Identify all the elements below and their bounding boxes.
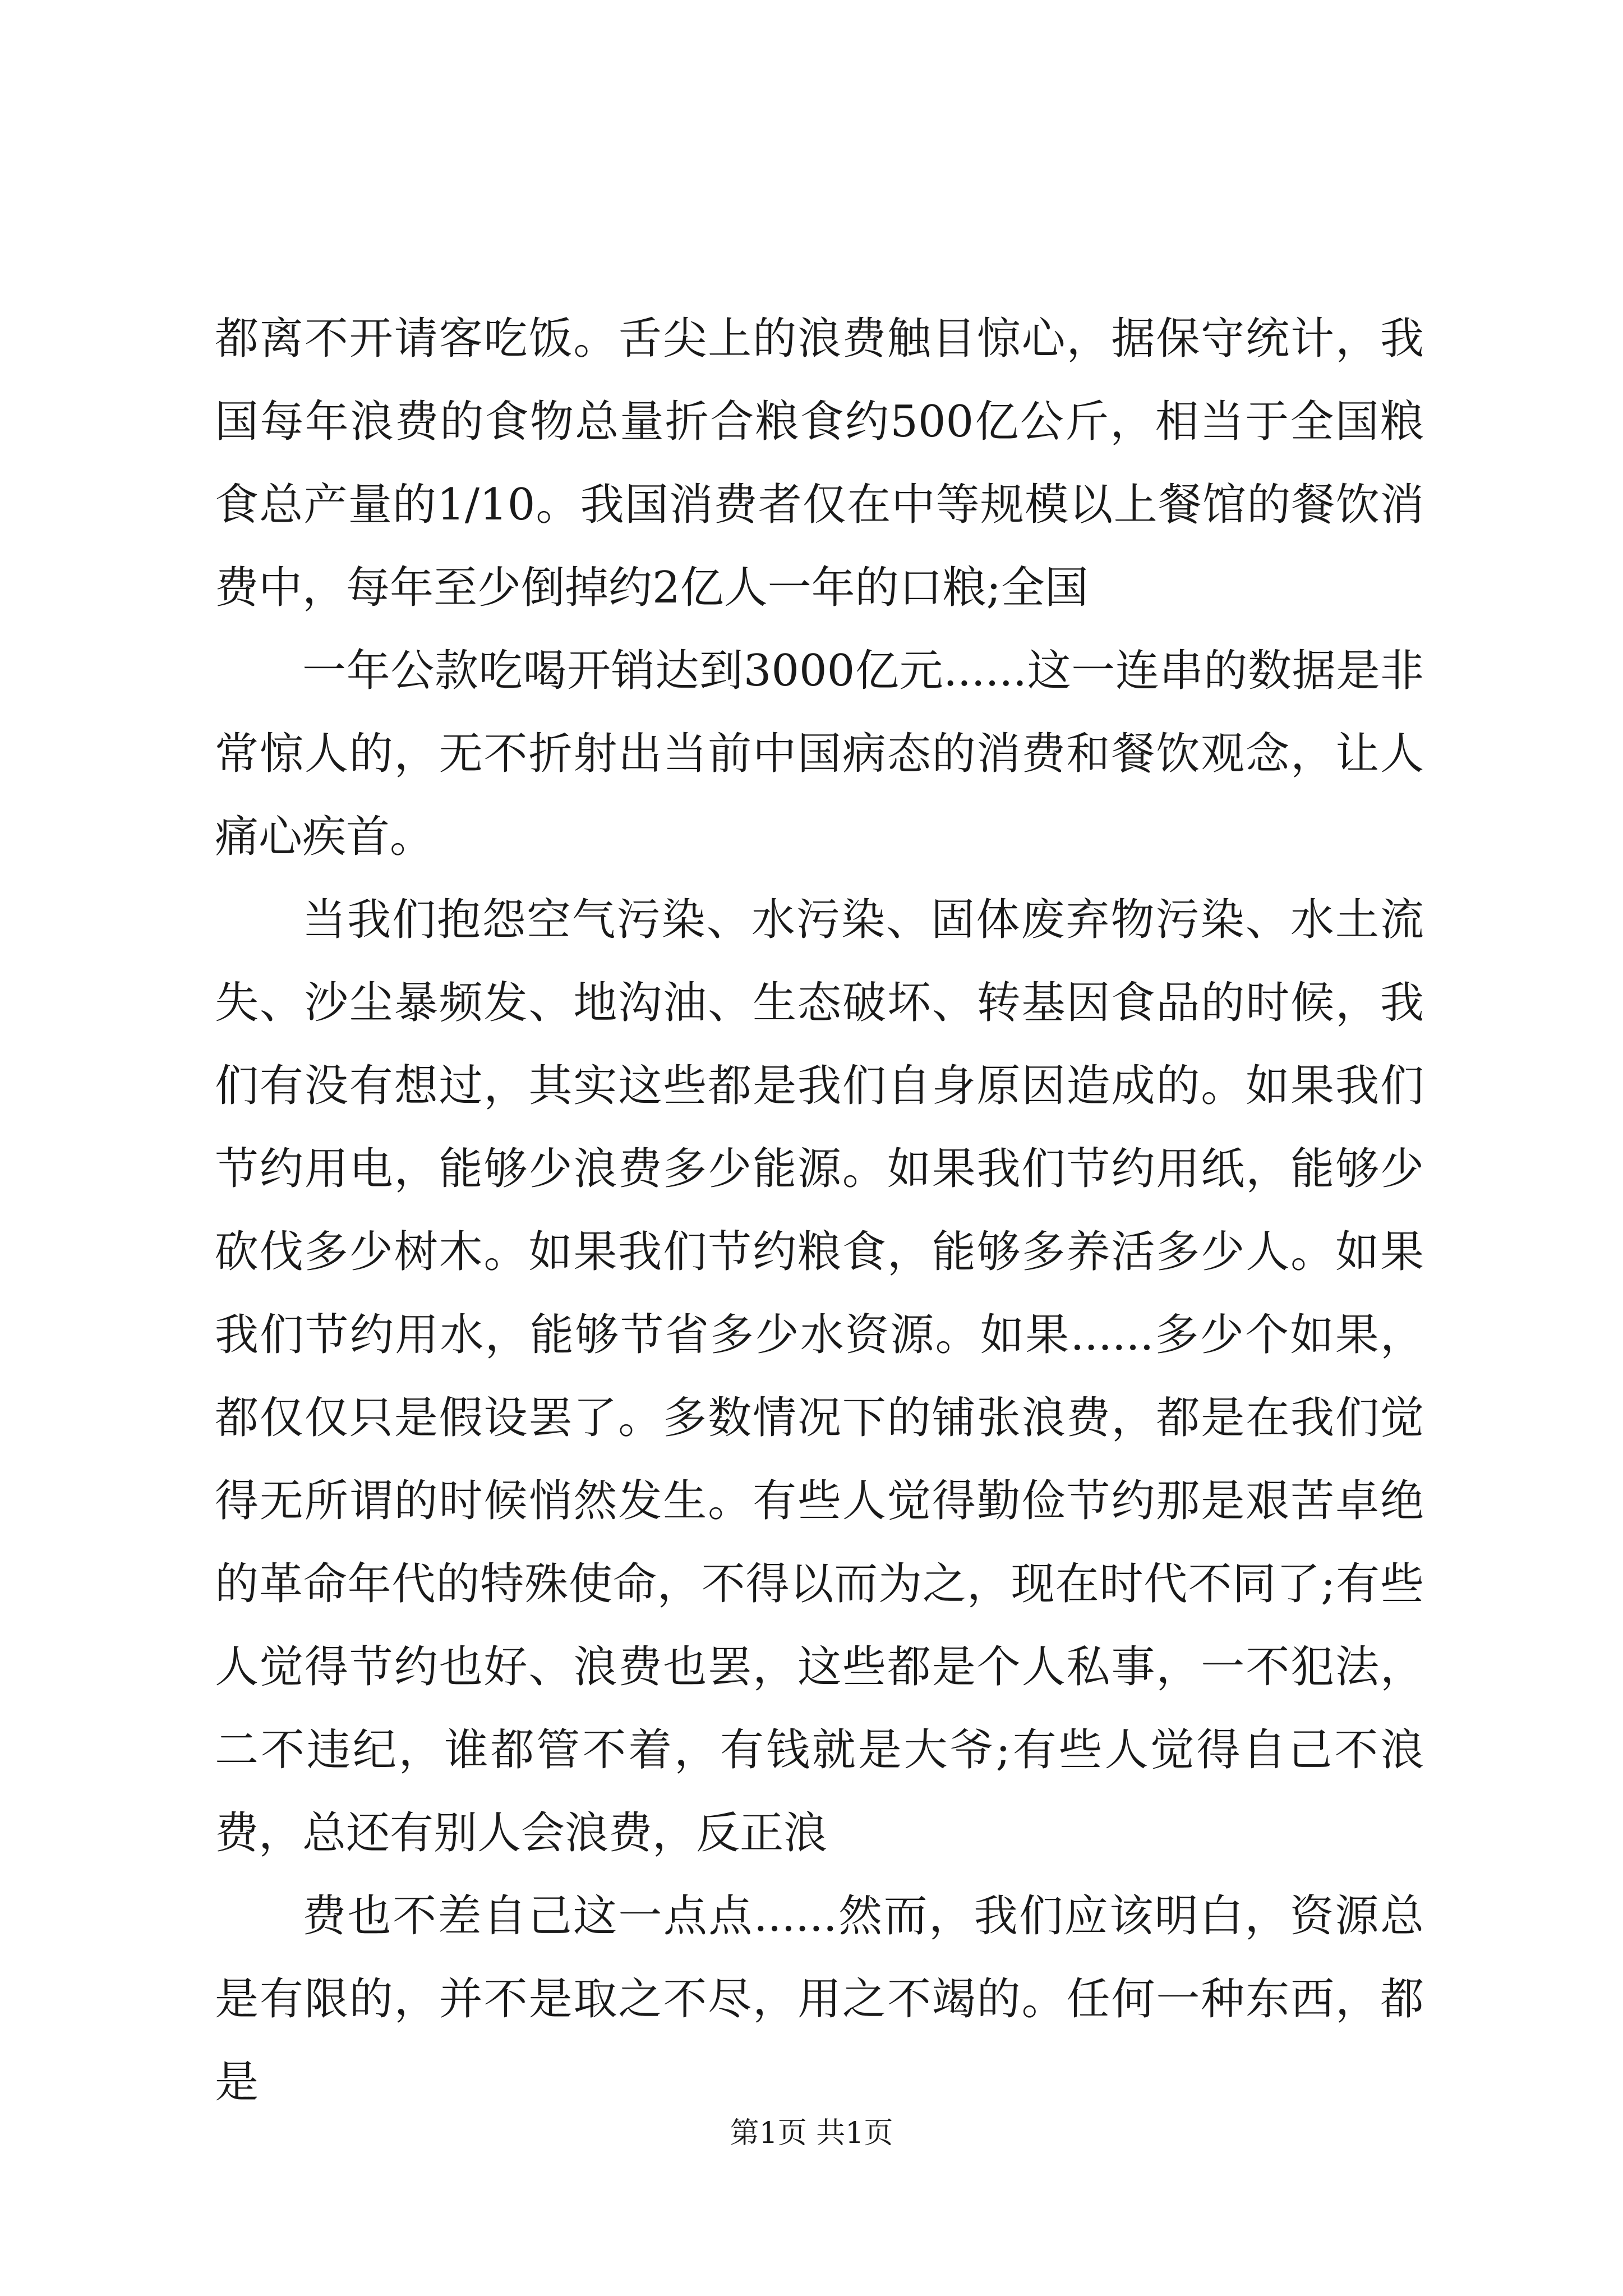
paragraph-1: 都离不开请客吃饭。舌尖上的浪费触目惊心，据保守统计，我国每年浪费的食物总量折合粮食约500亿公斤，相当于全国粮食总产量的1/10。我国消费者仅在中等规模以上餐馆的餐饮消费中，每年至少倒掉约2亿人一年的口粮;全国 (215, 314, 1424, 613)
paragraph-3: 当我们抱怨空气污染、水污染、固体废弃物污染、水土流失、沙尘暴频发、地沟油、生态破坏、转基因食品的时候，我们有没有想过，其实这些都是我们自身原因造成的。如果我们节约用电，能够少浪费多少能源。如果我们节约用纸，能够少砍伐多少树木。如果我们节约粮食，能够多养活多少人。如果我们节约用水，能够节省多少水资源。如果......多少个如果，都仅仅只是假设罢了。多数情况下的铺张浪费，都是在我们觉得无所谓的时候悄然发生。有些人觉得勤俭节约那是艰苦卓绝的革命年代的特殊使命，不得以而为之，现在时代不同了;有些人觉得节约也好、浪费也罢，这些都是个人私事，一不犯法，二不违纪，谁都管不着，有钱就是大爷;有些人觉得自己不浪费，总还有别人会浪费，反正浪 (215, 895, 1424, 1858)
page-number-label: 第1页 共1页 (730, 2116, 893, 2150)
document-body (215, 297, 1424, 2124)
page-footer (0, 2114, 1623, 2153)
paragraph-2: 一年公款吃喝开销达到3000亿元......这一连串的数据是非常惊人的，无不折射出当前中国病态的消费和餐饮观念，让人痛心疾首。 (215, 646, 1424, 862)
paragraph-4: 费也不差自己这一点点......然而，我们应该明白，资源总是有限的，并不是取之不尽，用之不竭的。任何一种东西，都是 (215, 1891, 1424, 2108)
